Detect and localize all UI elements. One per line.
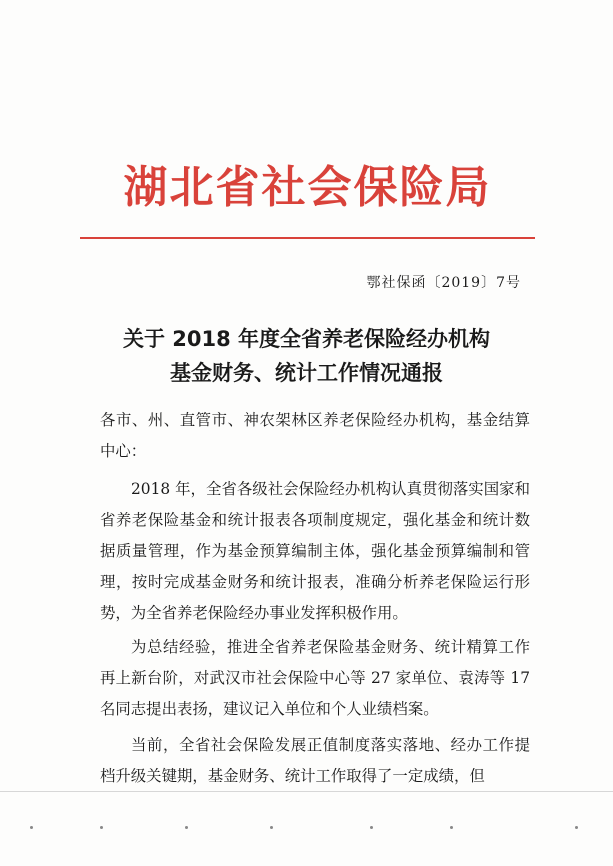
salutation-text: 各市、州、直管市、神农架林区养老保险经办机构，基金结算中心： xyxy=(100,411,530,460)
paragraph-text: 2018 年，全省各级社会保险经办机构认真贯彻落实国家和省养老保险基金和统计报表各项制度规定，强化基金和统计数据质量管理，作为基金预算编制主体，强化基金预算编制和管理，按时完成基金财务和统计报表，准确分析养老保险运行形势，为全省养老保险经办事业发挥积极作用。 xyxy=(100,480,530,622)
document-number: 鄂社保函〔2019〕7号 xyxy=(366,275,521,291)
scan-marks xyxy=(0,826,613,830)
scan-dot xyxy=(575,826,578,829)
scan-dot xyxy=(270,826,273,829)
paragraph-text: 当前，全省社会保险发展正值制度落实落地、经办工作提档升级关键期，基金财务、统计工作取得了一定成绩，但 xyxy=(100,736,530,785)
scan-dot xyxy=(100,826,103,829)
page-fold-line xyxy=(0,791,613,792)
document-title-line-2: 基金财务、统计工作情况通报 xyxy=(170,361,443,385)
scan-dot xyxy=(185,826,188,829)
scan-dot xyxy=(450,826,453,829)
salutation xyxy=(100,405,530,467)
paragraph-1 xyxy=(100,474,530,629)
paragraph-text: 为总结经验，推进全省养老保险基金财务、统计精算工作再上新台阶，对武汉市社会保险中心等 27 家单位、袁涛等 17 名同志提出表扬，建议记入单位和个人业绩档案。 xyxy=(100,638,530,718)
issuer-title: 湖北省社会保险局 xyxy=(123,162,492,213)
document-title-line-1: 关于 2018 年度全省养老保险经办机构 xyxy=(122,327,491,351)
scan-dot xyxy=(370,826,373,829)
paragraph-3 xyxy=(100,730,530,792)
paragraph-2 xyxy=(100,632,530,725)
scan-dot xyxy=(30,826,33,829)
red-divider-line xyxy=(80,237,535,239)
